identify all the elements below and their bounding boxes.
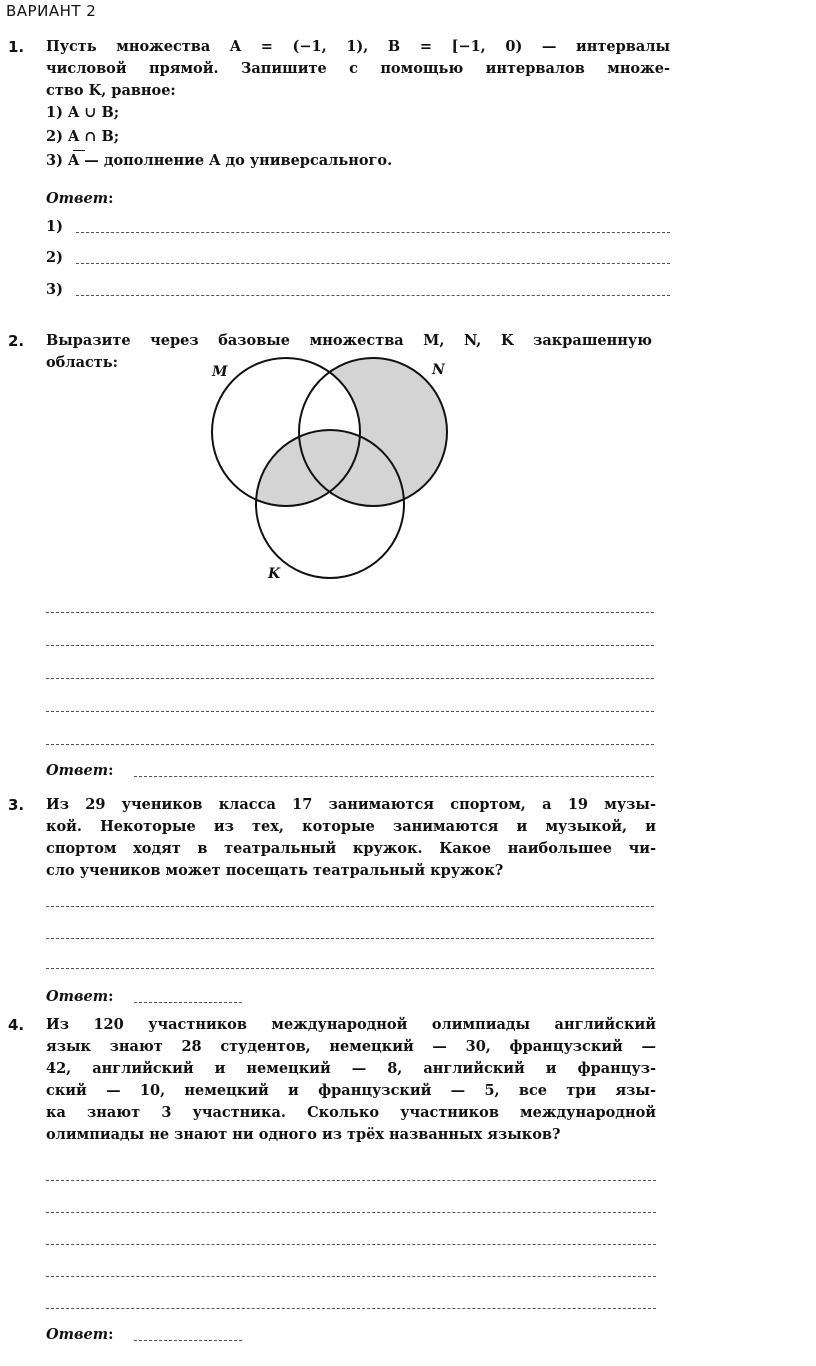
task-1-slot-1-label: 1) [46,218,63,235]
task-4-line-2: язык знают 28 студентов, немецкий — 30, французский — [46,1038,656,1055]
venn-svg [190,356,480,596]
task-4-work-line-3[interactable] [46,1244,656,1245]
task-1-slot-2-label: 2) [46,249,63,266]
task-1-item-3: 3) A — дополнение A до универсального. [46,152,393,169]
task-3-line-4: сло учеников может посещать театральный кружок? [46,862,504,879]
task-2-answer-line[interactable] [134,776,654,777]
task-4-line-3: 42, английский и немецкий — 8, английский и француз- [46,1060,656,1077]
task-4-work-line-1[interactable] [46,1180,656,1181]
task-2-work-line-3[interactable] [46,678,654,679]
task-4-line-5: ка знают 3 участника. Сколько участников международной [46,1104,656,1121]
task-4-number: 4. [8,1016,25,1034]
task-2-work-line-1[interactable] [46,612,654,613]
task-3-answer-line[interactable] [134,1002,242,1003]
answer-word: Ответ [46,1326,109,1343]
variant-title: ВАРИАНТ 2 [6,2,97,20]
task-3-work-line-3[interactable] [46,968,654,969]
answer-word: Ответ [46,190,109,207]
task-1-item-1: 1) A ∪ B; [46,104,120,121]
task-3-number: 3. [8,796,25,814]
task-2-answer-label [46,762,113,779]
task-2-line-1: Выразите через базовые множества M, N, K закрашенную [46,332,652,349]
venn-label-m: M [212,364,228,380]
answer-word: Ответ [46,762,109,779]
task-2-number: 2. [8,332,25,350]
task-1-number: 1. [8,38,25,56]
task-1-answer-label [46,190,113,207]
task-1-slot-3-label: 3) [46,281,63,298]
task-4-work-line-5[interactable] [46,1308,656,1309]
task-4-work-line-2[interactable] [46,1212,656,1213]
task-3-line-1: Из 29 учеников класса 17 занимаются спортом, а 19 музы- [46,796,656,813]
task-2-work-line-5[interactable] [46,744,654,745]
task-4-line-1: Из 120 участников международной олимпиады английский [46,1016,656,1033]
task-1-item-2: 2) A ∩ B; [46,128,120,145]
answer-colon: : [108,988,114,1005]
task-3-line-2: кой. Некоторые из тех, которые занимаются и музыкой, и [46,818,656,835]
task-4-answer-line[interactable] [134,1340,242,1341]
task-3-text [46,794,656,882]
task-3-work-line-2[interactable] [46,938,654,939]
task-1-line-1: Пусть множества A = (−1, 1), B = [−1, 0) — интервалы [46,38,670,55]
task-1-answer-3-line[interactable] [76,295,670,296]
task-1-line-3: ство K, равное: [46,82,176,99]
task-2-work-line-4[interactable] [46,711,654,712]
task-1-answer-2-line[interactable] [76,263,670,264]
overline-mark [73,150,85,151]
answer-colon: : [108,762,114,779]
venn-label-k: K [268,566,281,582]
task-1-text [46,36,670,102]
task-1-answer-1-line[interactable] [76,232,670,233]
task-2-line-2: область: [46,354,118,371]
answer-colon: : [108,190,114,207]
task-1-line-2: числовой прямой. Запишите с помощью интервалов множе- [46,60,670,77]
answer-word: Ответ [46,988,109,1005]
task-4-work-line-4[interactable] [46,1276,656,1277]
task-4-text [46,1014,656,1146]
task-3-work-line-1[interactable] [46,906,654,907]
task-4-line-6: олимпиады не знают ни одного из трёх названных языков? [46,1126,561,1143]
venn-label-n: N [432,362,445,378]
task-4-line-4: ский — 10, немецкий и французский — 5, все три язы- [46,1082,656,1099]
task-3-line-3: спортом ходят в театральный кружок. Какое наибольшее чи- [46,840,656,857]
venn-diagram [190,356,480,596]
task-4-answer-label [46,1326,113,1343]
answer-colon: : [108,1326,114,1343]
task-2-work-line-2[interactable] [46,645,654,646]
task-3-answer-label [46,988,113,1005]
